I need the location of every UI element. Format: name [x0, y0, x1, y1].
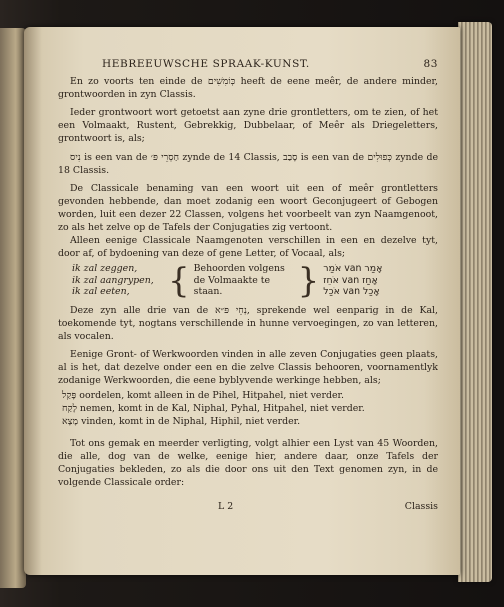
paragraph-3: נִיס is een van de חַסְרֵי פּ׳ zynde de 14 Classis, סָבַב is een van de כְּפוּלִים zynde de 18 Classis. — [58, 151, 438, 176]
brace-right: } — [297, 260, 320, 301]
page-footer — [58, 500, 438, 513]
page-number: 83 — [423, 58, 438, 70]
running-header — [58, 58, 438, 71]
facing-page-edge — [0, 28, 26, 588]
paragraph-8: Tot ons gemak en meerder verligting, volgt alhier een Lyst van 45 Woorden, die alle, dog van de welke, eenige hier, andere daar, onze Tafels der Conjugaties bekleden, zo als die door ons uit den Text genomen zyn, in de volgende Classicale order: — [58, 438, 438, 489]
header-title: HEBREEUWSCHE SPRAAK-KUNST. — [102, 58, 310, 70]
verb-list — [62, 390, 438, 428]
brace-left: { — [168, 260, 190, 301]
example-table — [72, 260, 438, 301]
verb-item: מָצָא vinden, komt in de Niphal, Hiphil, niet verder. — [62, 415, 301, 427]
example-middle-3: staan. — [193, 286, 223, 298]
example-middle-1: Behoorden volgens — [193, 263, 285, 275]
paragraph-2: Ieder grontwoort wort getoetst aan zyne drie grontletters, om te zien, of het een Volmaakt, Rustent, Gebrekkig, Dubbelaar, of Meêr als Driegeletters, grontwoort is, als; — [58, 107, 438, 145]
paragraph-6: Deze zyn alle drie van de נְחֵי פּ״א, sprekende wel eenparig in de Kal, toekomende tyt, nogtans verschillende in hunne vervoegingen, zo van letteren, als vocalen. — [58, 304, 439, 342]
paragraph-5: Alleen eenige Classicale Naamgenoten verschillen in een en dezelve tyt, door af, of bydoening van deze of gene Letter, of Vocaal, als; — [58, 235, 438, 260]
example-dutch — [72, 263, 164, 298]
paragraph-1: En zo voorts ten einde de כְּוֹמִשִׁים heeft de eene meêr, de andere minder, grontwoorden in zyn Classis. — [58, 76, 438, 101]
page-edges — [458, 22, 492, 582]
paragraph-7: Eenige Gront- of Werkwoorden vinden in alle zeven Conjugaties geen plaats, al is het, dat dezelve onder een en die zelve Classis behooren, voornamentlyk zodanige Werkwoorden, die eene byblyvende werkinge hebben, als; — [58, 349, 438, 387]
example-dutch-3: ik zal eeten, — [72, 286, 130, 298]
example-hebrew-1: אֹמַר van אָמַר — [323, 263, 383, 275]
example-hebrew-2: אֹחֵז van אָחַז — [323, 274, 378, 286]
catchword: Classis — [404, 500, 438, 512]
page-text — [58, 58, 438, 513]
example-middle — [194, 263, 294, 298]
signature-mark: L 2 — [218, 500, 234, 512]
example-hebrew-3: אֹכַל van אָכַל — [323, 286, 380, 298]
example-dutch-1: ik zal zeggen, — [72, 263, 138, 275]
example-middle-2: de Volmaakte te — [193, 274, 271, 286]
example-hebrew — [323, 263, 382, 298]
verb-item: לָקַח nemen, komt in de Kal, Niphal, Pyhal, Hitpahel, niet verder. — [62, 402, 365, 414]
verb-item: פָּקַל oordelen, komt alleen in de Pihel, Hitpahel, niet verder. — [62, 390, 344, 402]
example-dutch-2: ik zal aangrypen, — [72, 274, 154, 286]
paragraph-4: De Classicale benaming van een woort uit een of meêr grontletters gevonden hebbende, dan moet zodanig een woort Geconjugeert of Gebogen worden, luit een dezer 22 Classen, volgens het voorbeelt van zyn Naamgenoot, zo als het zelve op de Tafels der Conjugaties zig vertoont. — [58, 182, 438, 234]
